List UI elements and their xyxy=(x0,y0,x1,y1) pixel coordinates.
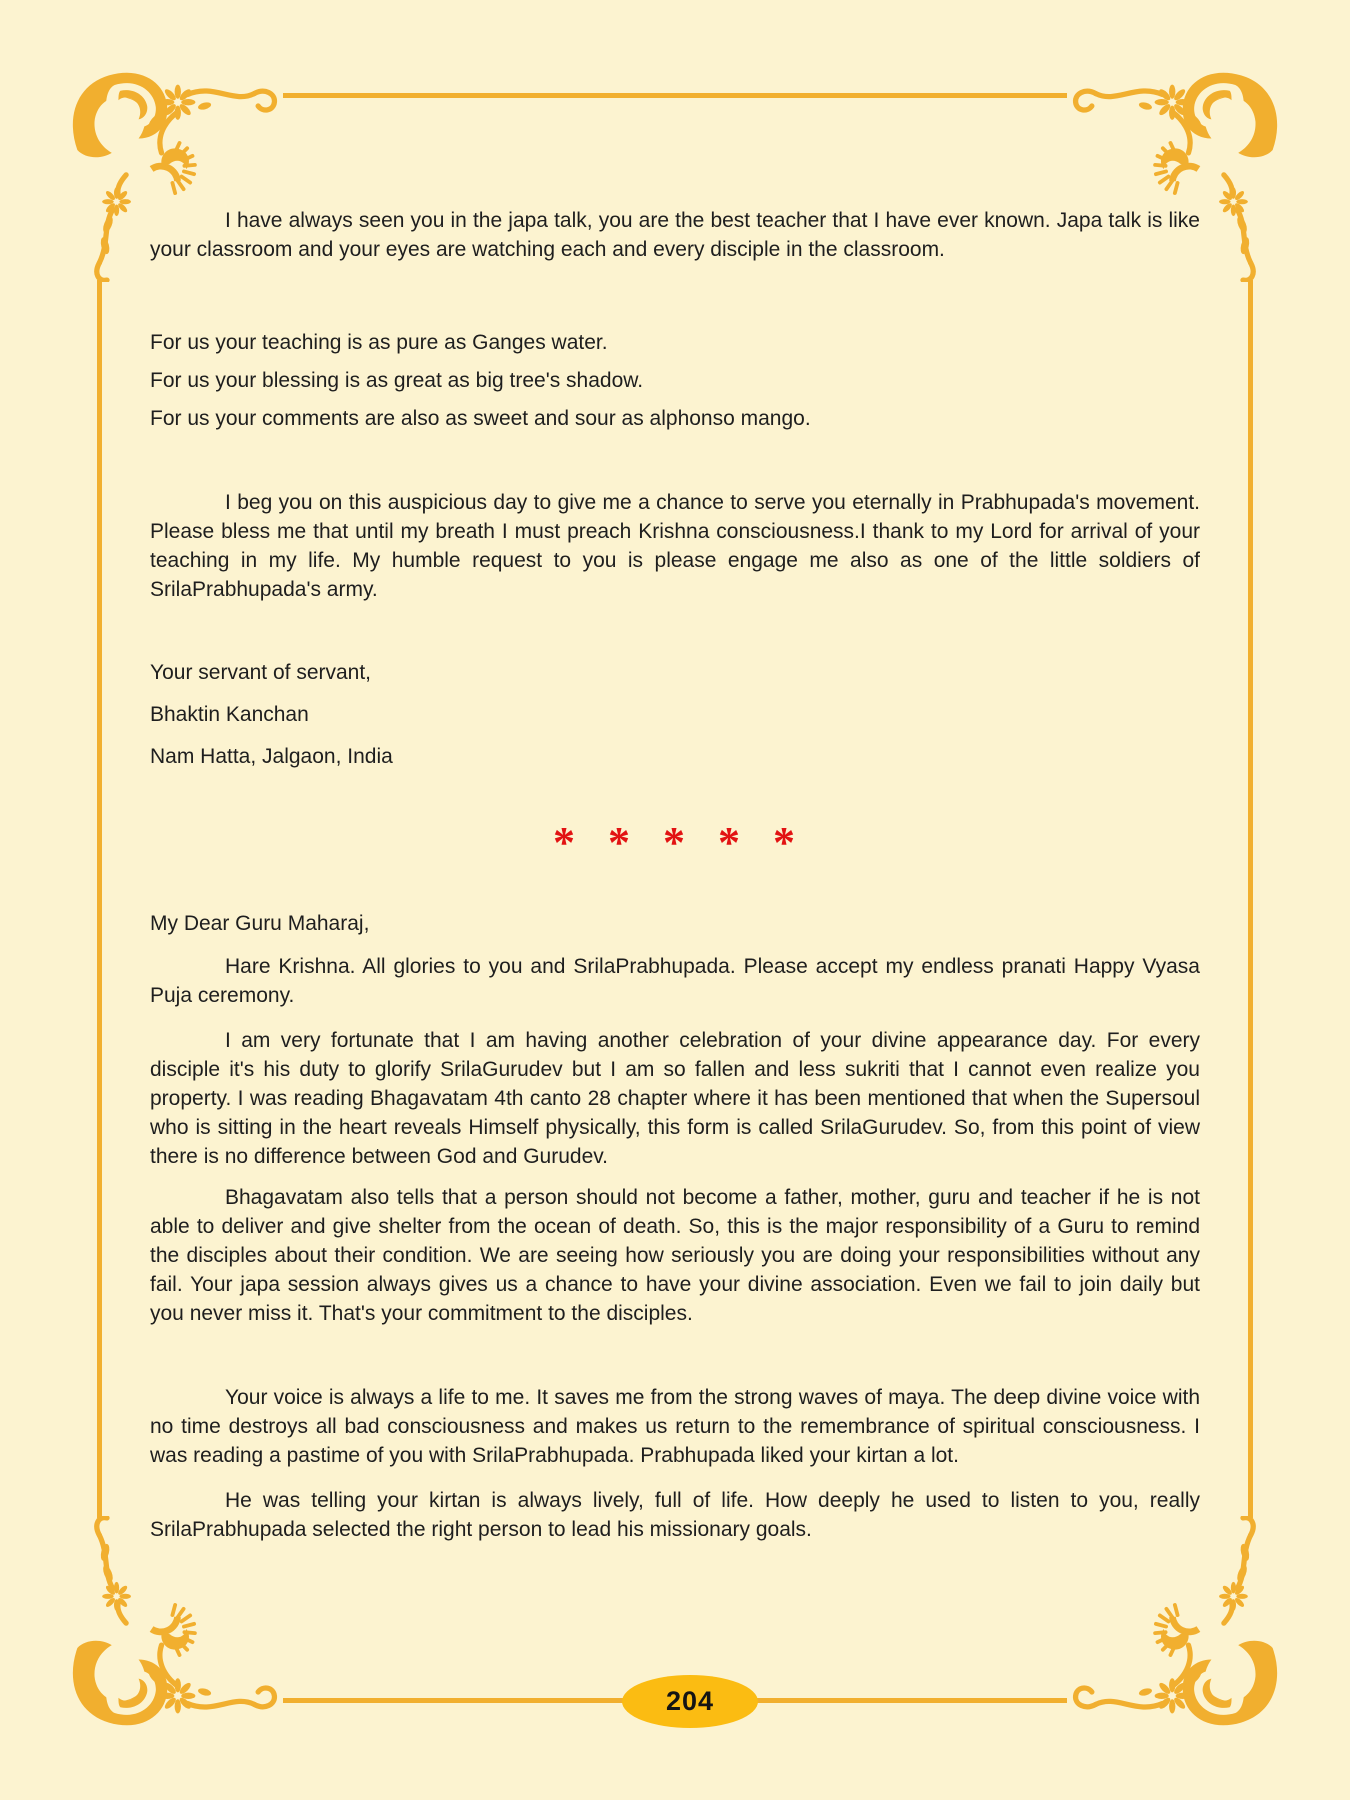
floral-corner-ornament-bottom-left xyxy=(63,1516,283,1736)
paragraph-beg-service: I beg you on this auspicious day to give me a chance to serve you eternally in Prabhupada's movement. Please bless me that until my breath I must preach Krishna consciousness.I thank to my Lord for arrival of your teaching in my life. My humble request to you is please engage me also as one of the little soldiers of SrilaPrabhupada's army. xyxy=(150,491,1200,601)
paragraph-japa-talk: I have always seen you in the japa talk, you are the best teacher that I have ever known. Japa talk is like your classroom and your eyes are watching each and every disciple in the classroom. xyxy=(150,209,1200,261)
letter-body xyxy=(150,206,1200,1544)
floral-corner-ornament-bottom-right xyxy=(1067,1516,1287,1736)
letter-salutation: My Dear Guru Maharaj, xyxy=(150,912,370,935)
asterisk-separator: * * * * * xyxy=(553,818,797,867)
paragraph-voice: Your voice is always a life to me. It saves me from the strong waves of maya. The deep divine voice with no time destroys all bad consciousness and makes us return to the remembrance of spiritual consciousness. I was reading a pastime of you with SrilaPrabhupada. Prabhupada liked your kirtan a lot. xyxy=(150,1386,1200,1467)
paragraph-greeting: Hare Krishna. All glories to you and SrilaPrabhupada. Please accept my endless pranati Happy Vyasa Puja ceremony. xyxy=(150,955,1200,1007)
frame-line-top xyxy=(283,93,1067,98)
simile-blessing: For us your blessing is as great as big tree's shadow. xyxy=(150,369,644,392)
page-number: 204 xyxy=(665,1686,715,1716)
frame-line-right xyxy=(1248,280,1253,1518)
signature-name: Bhaktin Kanchan xyxy=(150,703,309,726)
signature-place: Nam Hatta, Jalgaon, India xyxy=(150,745,393,768)
paragraph-fortunate: I am very fortunate that I am having another celebration of your divine appearance day. For every disciple it's his duty to glorify SrilaGurudev but I am so fallen and less sukriti that I cannot even realize you property. I was reading Bhagavatam 4th canto 28 chapter where it has been mentioned that when the Supersoul who is sitting in the heart reveals Himself physically, this form is called SrilaGurudev. So, from this point of view there is no difference between God and Gurudev. xyxy=(150,1029,1200,1168)
page-number-badge xyxy=(622,1675,758,1728)
simile-comments: For us your comments are also as sweet and sour as alphonso mango. xyxy=(150,407,811,430)
letter-closing: Your servant of servant, xyxy=(150,661,372,684)
frame-line-left xyxy=(97,280,102,1518)
paragraph-bhagavatam: Bhagavatam also tells that a person should not become a father, mother, guru and teacher if he is not able to deliver and give shelter from the ocean of death. So, this is the major responsibility of a Guru to remind the disciples about their condition. We are seeing how seriously you are doing your responsibilities without any fail. Your japa session always gives us a chance to have your divine association. Even we fail to join daily but you never miss it. That's your commitment to the disciples. xyxy=(150,1186,1200,1325)
simile-teaching: For us your teaching is as pure as Ganges water. xyxy=(150,331,608,354)
paragraph-kirtan: He was telling your kirtan is always lively, full of life. How deeply he used to listen to you, really SrilaPrabhupada selected the right person to lead his missionary goals. xyxy=(150,1489,1200,1541)
